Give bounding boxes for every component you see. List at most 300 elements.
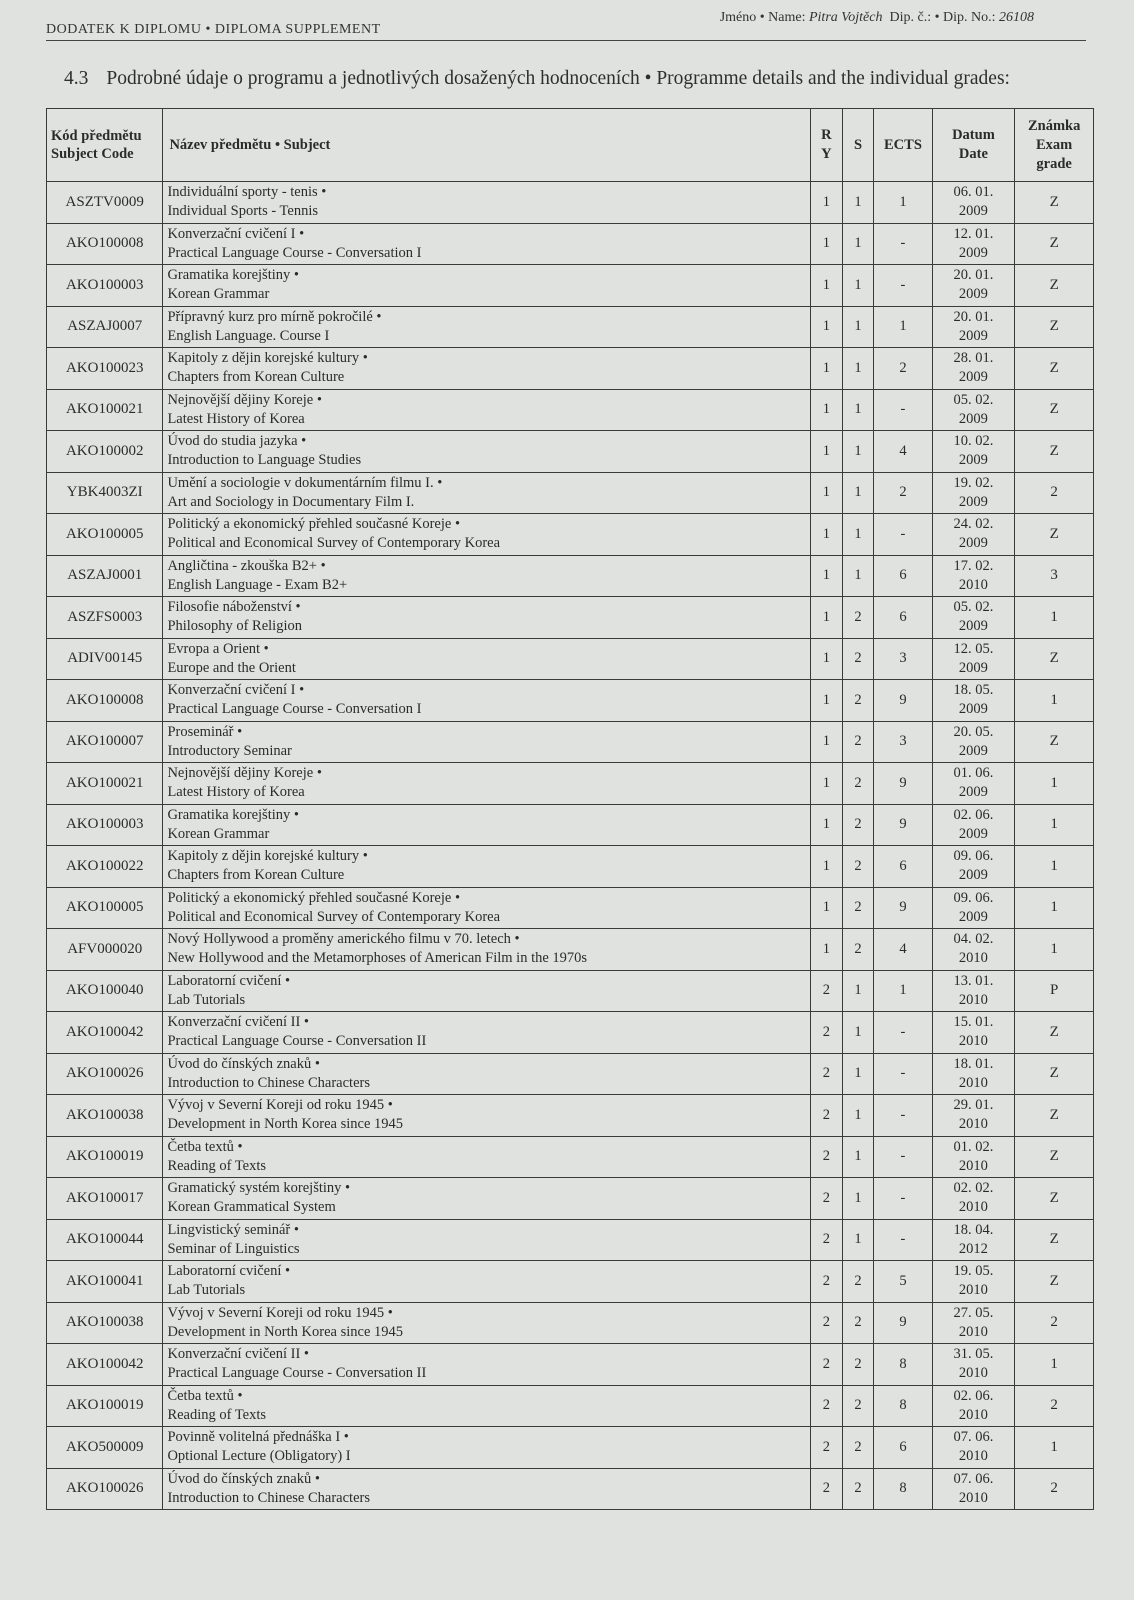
date-year: 2009 [958, 659, 988, 676]
subject-code: AKO100003 [47, 265, 163, 307]
subject-code: AKO100019 [47, 1136, 163, 1178]
table-row [47, 1219, 1094, 1261]
table-row [47, 1136, 1094, 1178]
subject-name-cs: Politický a ekonomický přehled současné Koreje • [167, 516, 461, 533]
date-year: 2010 [958, 950, 988, 967]
grade-cell: 1 [1015, 804, 1094, 846]
date-year: 2009 [958, 203, 988, 220]
subject-name-en: Korean Grammar [167, 825, 270, 842]
column-header-date [932, 109, 1015, 182]
subject-code: AKO100021 [47, 389, 163, 431]
ects-cell: - [874, 265, 932, 307]
date-day-month: 10. 02. [953, 433, 994, 450]
subject-name-en: Lab Tutorials [167, 991, 246, 1008]
subject-name-cs: Kapitoly z dějin korejské kultury • [167, 350, 368, 367]
subject-code: AKO100005 [47, 514, 163, 556]
table-row [47, 514, 1094, 556]
column-header-semester: S [842, 109, 874, 182]
date-year: 2010 [958, 1033, 988, 1050]
ects-cell: 9 [874, 680, 932, 722]
semester-cell: 1 [842, 1053, 874, 1095]
subject-name-cs: Nejnovější dějiny Koreje • [167, 765, 322, 782]
year-cell: 2 [811, 1095, 843, 1137]
date-day-month: 06. 01. [953, 184, 994, 201]
table-row [47, 1385, 1094, 1427]
subject-name-cs: Nový Hollywood a proměny amerického filmu v 70. letech • [167, 931, 520, 948]
semester-cell: 1 [842, 1178, 874, 1220]
subject-name [163, 721, 811, 763]
subject-code: ASZAJ0007 [47, 306, 163, 348]
ects-cell: - [874, 1053, 932, 1095]
ects-cell: 8 [874, 1344, 932, 1386]
year-header-y: Y [821, 146, 832, 162]
date-year: 2009 [958, 784, 988, 801]
date-day-month: 02. 06. [953, 1387, 994, 1404]
table-row [47, 721, 1094, 763]
ects-cell: 1 [874, 182, 932, 224]
semester-cell: 1 [842, 555, 874, 597]
column-header-code [47, 109, 163, 182]
table-row [47, 389, 1094, 431]
date-day-month: 12. 01. [953, 225, 994, 242]
subject-name [163, 970, 811, 1012]
date-header-cs: Datum [952, 127, 995, 143]
subject-name-en: Development in North Korea since 1945 [167, 1323, 403, 1340]
subject-name-en: Reading of Texts [167, 1406, 267, 1423]
semester-cell: 2 [842, 680, 874, 722]
table-row [47, 555, 1094, 597]
year-cell: 1 [811, 929, 843, 971]
semester-cell: 2 [842, 638, 874, 680]
date-cell [932, 929, 1015, 971]
grade-cell: Z [1015, 514, 1094, 556]
ects-cell: 3 [874, 721, 932, 763]
subject-name-en: Reading of Texts [167, 1157, 267, 1174]
subject-code: AKO100023 [47, 348, 163, 390]
subject-name-cs: Konverzační cvičení I • [167, 682, 305, 699]
ects-cell: 8 [874, 1385, 932, 1427]
subject-code: AKO100005 [47, 887, 163, 929]
subject-name-en: Practical Language Course - Conversation I [167, 701, 422, 718]
date-year: 2010 [958, 1489, 988, 1506]
year-cell: 2 [811, 1053, 843, 1095]
ects-cell: 9 [874, 887, 932, 929]
grade-cell: 1 [1015, 1344, 1094, 1386]
subject-code: AKO100007 [47, 721, 163, 763]
table-row [47, 306, 1094, 348]
subject-name-en: Europe and the Orient [167, 659, 296, 676]
subject-code: AKO100008 [47, 680, 163, 722]
date-cell [932, 804, 1015, 846]
year-cell: 1 [811, 182, 843, 224]
subject-name [163, 763, 811, 805]
semester-cell: 2 [842, 846, 874, 888]
year-cell: 2 [811, 1261, 843, 1303]
subject-name-cs: Laboratorní cvičení • [167, 1263, 291, 1280]
table-row [47, 1261, 1094, 1303]
date-cell [932, 1261, 1015, 1303]
date-day-month: 18. 05. [953, 682, 994, 699]
year-cell: 1 [811, 638, 843, 680]
date-year: 2010 [958, 1116, 988, 1133]
date-cell [932, 182, 1015, 224]
subject-code: AKO100002 [47, 431, 163, 473]
date-cell [932, 1178, 1015, 1220]
grade-cell: Z [1015, 389, 1094, 431]
subject-name [163, 887, 811, 929]
subject-code: AKO100038 [47, 1302, 163, 1344]
code-header-cs: Kód předmětu [51, 128, 142, 144]
grade-cell: 2 [1015, 1385, 1094, 1427]
subject-name-en: Political and Economical Survey of Contemporary Korea [167, 908, 501, 925]
subject-name-cs: Úvod do studia jazyka • [167, 433, 307, 450]
date-day-month: 02. 02. [953, 1180, 994, 1197]
date-day-month: 12. 05. [953, 640, 994, 657]
subject-name [163, 306, 811, 348]
subject-name [163, 223, 811, 265]
grade-cell: P [1015, 970, 1094, 1012]
table-row [47, 1095, 1094, 1137]
table-row [47, 431, 1094, 473]
date-day-month: 13. 01. [953, 972, 994, 989]
date-year: 2009 [958, 825, 988, 842]
year-cell: 2 [811, 1219, 843, 1261]
subject-name-en: Introduction to Chinese Characters [167, 1074, 370, 1091]
grade-header-en-2: grade [1036, 155, 1072, 172]
subject-name-cs: Proseminář • [167, 723, 243, 740]
year-cell: 2 [811, 1136, 843, 1178]
year-cell: 1 [811, 555, 843, 597]
ects-cell: 4 [874, 929, 932, 971]
date-year: 2009 [958, 327, 988, 344]
date-day-month: 09. 06. [953, 848, 994, 865]
grade-cell: 1 [1015, 1427, 1094, 1469]
semester-cell: 2 [842, 597, 874, 639]
year-cell: 2 [811, 1302, 843, 1344]
table-row [47, 846, 1094, 888]
subject-name [163, 1468, 811, 1510]
subject-name-cs: Gramatický systém korejštiny • [167, 1180, 351, 1197]
date-cell [932, 1219, 1015, 1261]
date-cell [932, 721, 1015, 763]
semester-cell: 2 [842, 763, 874, 805]
subject-code: ASZFS0003 [47, 597, 163, 639]
date-year: 2009 [958, 286, 988, 303]
subject-name-cs: Gramatika korejštiny • [167, 267, 299, 284]
subject-code: ASZTV0009 [47, 182, 163, 224]
date-year: 2009 [958, 535, 988, 552]
subject-code: AKO100042 [47, 1344, 163, 1386]
ects-cell: 4 [874, 431, 932, 473]
date-day-month: 24. 02. [953, 516, 994, 533]
subject-name-en: Practical Language Course - Conversation II [167, 1033, 427, 1050]
subject-name-cs: Laboratorní cvičení • [167, 972, 291, 989]
subject-name-cs: Kapitoly z dějin korejské kultury • [167, 848, 368, 865]
year-cell: 1 [811, 223, 843, 265]
subject-name-en: English Language. Course I [167, 327, 330, 344]
date-cell [932, 1053, 1015, 1095]
ects-cell: - [874, 1178, 932, 1220]
date-cell [932, 472, 1015, 514]
semester-cell: 1 [842, 1136, 874, 1178]
subject-code: AFV000020 [47, 929, 163, 971]
semester-cell: 1 [842, 1095, 874, 1137]
date-cell [932, 1012, 1015, 1054]
grades-table [46, 108, 1094, 1510]
subject-name-en: Introductory Seminar [167, 742, 292, 759]
subject-name-en: Art and Sociology in Documentary Film I. [167, 493, 415, 510]
date-day-month: 18. 01. [953, 1055, 994, 1072]
date-cell [932, 389, 1015, 431]
ects-cell: - [874, 389, 932, 431]
semester-cell: 1 [842, 431, 874, 473]
subject-code: ADIV00145 [47, 638, 163, 680]
page-header [46, 6, 1086, 41]
subject-name-cs: Umění a sociologie v dokumentárním filmu I. • [167, 474, 443, 491]
name-label: Jméno • Name: [719, 10, 806, 25]
subject-code: AKO500009 [47, 1427, 163, 1469]
date-day-month: 27. 05. [953, 1304, 994, 1321]
subject-code: AKO100008 [47, 223, 163, 265]
subject-name [163, 1178, 811, 1220]
section-number: 4.3 [64, 68, 89, 89]
grade-header-en-1: Exam [1036, 136, 1073, 153]
grade-cell: Z [1015, 1053, 1094, 1095]
ects-cell: 1 [874, 306, 932, 348]
year-cell: 2 [811, 1178, 843, 1220]
ects-cell: 6 [874, 1427, 932, 1469]
subject-code: YBK4003ZI [47, 472, 163, 514]
date-year: 2009 [958, 742, 988, 759]
ects-cell: 2 [874, 348, 932, 390]
date-day-month: 05. 02. [953, 391, 994, 408]
date-day-month: 01. 02. [953, 1138, 994, 1155]
semester-cell: 1 [842, 472, 874, 514]
date-cell [932, 1344, 1015, 1386]
subject-name-en: Introduction to Chinese Characters [167, 1489, 370, 1506]
table-row [47, 1012, 1094, 1054]
subject-code: AKO100042 [47, 1012, 163, 1054]
subject-name-cs: Filosofie náboženství • [167, 599, 301, 616]
date-cell [932, 1302, 1015, 1344]
table-row [47, 763, 1094, 805]
date-year: 2010 [958, 576, 988, 593]
subject-name [163, 182, 811, 224]
semester-cell: 1 [842, 1219, 874, 1261]
subject-code: ASZAJ0001 [47, 555, 163, 597]
date-day-month: 28. 01. [953, 350, 994, 367]
subject-name-en: Korean Grammar [167, 286, 270, 303]
subject-code: AKO100026 [47, 1468, 163, 1510]
subject-name [163, 1385, 811, 1427]
subject-name-cs: Nejnovější dějiny Koreje • [167, 391, 322, 408]
semester-cell: 2 [842, 1261, 874, 1303]
date-cell [932, 306, 1015, 348]
date-cell [932, 431, 1015, 473]
subject-name-cs: Konverzační cvičení II • [167, 1014, 309, 1031]
date-day-month: 09. 06. [953, 889, 994, 906]
subject-name-cs: Individuální sporty - tenis • [167, 184, 327, 201]
column-header-subject: Název předmětu • Subject [163, 109, 811, 182]
subject-name-en: Seminar of Linguistics [167, 1240, 300, 1257]
semester-cell: 2 [842, 1302, 874, 1344]
date-day-month: 29. 01. [953, 1097, 994, 1114]
ects-cell: - [874, 1012, 932, 1054]
date-day-month: 07. 06. [953, 1429, 994, 1446]
ects-cell: 6 [874, 846, 932, 888]
subject-name-en: Introduction to Language Studies [167, 452, 362, 469]
subject-name-en: Individual Sports - Tennis [167, 203, 318, 220]
grade-cell: Z [1015, 265, 1094, 307]
grade-cell: Z [1015, 1136, 1094, 1178]
grade-cell: 1 [1015, 846, 1094, 888]
student-name: Pitra Vojtěch [808, 10, 883, 25]
grade-header-cs: Známka [1027, 117, 1081, 134]
subject-code: AKO100026 [47, 1053, 163, 1095]
semester-cell: 1 [842, 265, 874, 307]
column-header-ects: ECTS [874, 109, 932, 182]
year-header-r: R [821, 127, 832, 143]
grade-cell: 3 [1015, 555, 1094, 597]
subject-code: AKO100038 [47, 1095, 163, 1137]
table-row [47, 887, 1094, 929]
date-cell [932, 970, 1015, 1012]
date-header-en: Date [958, 146, 988, 162]
semester-cell: 1 [842, 1012, 874, 1054]
date-day-month: 04. 02. [953, 931, 994, 948]
subject-name [163, 804, 811, 846]
subject-name-cs: Politický a ekonomický přehled současné Koreje • [167, 889, 461, 906]
subject-code: AKO100041 [47, 1261, 163, 1303]
semester-cell: 1 [842, 970, 874, 1012]
date-year: 2010 [958, 1448, 988, 1465]
subject-code: AKO100044 [47, 1219, 163, 1261]
date-cell [932, 680, 1015, 722]
table-row [47, 638, 1094, 680]
date-cell [932, 555, 1015, 597]
year-cell: 2 [811, 1427, 843, 1469]
subject-name-en: English Language - Exam B2+ [167, 576, 348, 593]
grade-cell: 2 [1015, 1468, 1094, 1510]
table-row [47, 680, 1094, 722]
subject-name-en: Practical Language Course - Conversation II [167, 1365, 427, 1382]
column-header-grade [1015, 109, 1094, 182]
date-day-month: 15. 01. [953, 1014, 994, 1031]
subject-name-cs: Přípravný kurz pro mírně pokročilé • [167, 308, 382, 325]
date-year: 2010 [958, 991, 988, 1008]
subject-name [163, 389, 811, 431]
ects-cell: 6 [874, 597, 932, 639]
year-cell: 2 [811, 970, 843, 1012]
table-row [47, 929, 1094, 971]
semester-cell: 1 [842, 389, 874, 431]
subject-name [163, 1302, 811, 1344]
subject-name [163, 1136, 811, 1178]
date-year: 2010 [958, 1365, 988, 1382]
subject-name [163, 1012, 811, 1054]
date-cell [932, 887, 1015, 929]
date-year: 2009 [958, 493, 988, 510]
ects-cell: 2 [874, 472, 932, 514]
table-row [47, 1468, 1094, 1510]
subject-name-en: Latest History of Korea [167, 410, 305, 427]
table-row [47, 1302, 1094, 1344]
subject-code: AKO100019 [47, 1385, 163, 1427]
date-year: 2009 [958, 410, 988, 427]
date-cell [932, 348, 1015, 390]
semester-cell: 1 [842, 306, 874, 348]
semester-cell: 2 [842, 804, 874, 846]
subject-name-en: New Hollywood and the Metamorphoses of American Film in the 1970s [167, 950, 588, 967]
subject-name [163, 1261, 811, 1303]
date-year: 2010 [958, 1074, 988, 1091]
ects-cell: 5 [874, 1261, 932, 1303]
grade-cell: Z [1015, 348, 1094, 390]
table-row [47, 1344, 1094, 1386]
subject-code: AKO100003 [47, 804, 163, 846]
subject-name [163, 348, 811, 390]
column-header-year [811, 109, 843, 182]
date-cell [932, 1095, 1015, 1137]
table-row [47, 1427, 1094, 1469]
grade-cell: 1 [1015, 887, 1094, 929]
semester-cell: 1 [842, 223, 874, 265]
year-cell: 1 [811, 763, 843, 805]
subject-name [163, 1427, 811, 1469]
date-year: 2010 [958, 1282, 988, 1299]
subject-name [163, 514, 811, 556]
date-year: 2010 [958, 1323, 988, 1340]
date-cell [932, 638, 1015, 680]
date-day-month: 20. 01. [953, 267, 994, 284]
subject-code: AKO100021 [47, 763, 163, 805]
subject-name-cs: Evropa a Orient • [167, 640, 269, 657]
date-year: 2009 [958, 618, 988, 635]
code-header-en: Subject Code [51, 146, 134, 162]
subject-name-cs: Četba textů • [167, 1387, 243, 1404]
date-cell [932, 1427, 1015, 1469]
subject-name-en: Chapters from Korean Culture [167, 369, 345, 386]
year-cell: 1 [811, 514, 843, 556]
ects-cell: 1 [874, 970, 932, 1012]
document-title: DODATEK K DIPLOMU • DIPLOMA SUPPLEMENT [46, 22, 381, 37]
date-year: 2009 [958, 867, 988, 884]
subject-name [163, 1095, 811, 1137]
date-year: 2010 [958, 1406, 988, 1423]
subject-name-en: Lab Tutorials [167, 1282, 246, 1299]
table-row [47, 348, 1094, 390]
subject-name [163, 1053, 811, 1095]
subject-name [163, 597, 811, 639]
subject-name-cs: Konverzační cvičení I • [167, 225, 305, 242]
year-cell: 1 [811, 348, 843, 390]
date-year: 2012 [958, 1240, 988, 1257]
student-info [720, 10, 1034, 26]
semester-cell: 2 [842, 929, 874, 971]
date-day-month: 18. 04. [953, 1221, 994, 1238]
grade-cell: Z [1015, 1095, 1094, 1137]
semester-cell: 2 [842, 1385, 874, 1427]
grade-cell: Z [1015, 721, 1094, 763]
ects-cell: 6 [874, 555, 932, 597]
grade-cell: Z [1015, 1219, 1094, 1261]
ects-cell: 9 [874, 804, 932, 846]
grade-cell: 2 [1015, 1302, 1094, 1344]
date-cell [932, 763, 1015, 805]
ects-cell: - [874, 223, 932, 265]
subject-name-cs: Četba textů • [167, 1138, 243, 1155]
year-cell: 1 [811, 389, 843, 431]
